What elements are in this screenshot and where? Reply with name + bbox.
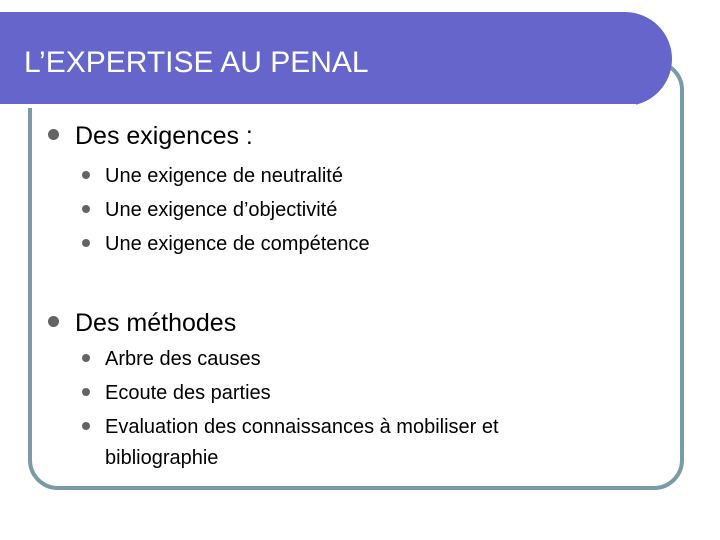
list-item-text: Ecoute des parties xyxy=(105,382,271,405)
bullet-icon xyxy=(82,388,90,396)
list-item-text: Evaluation des connaissances à mobiliser et xyxy=(105,416,499,439)
slide-title: L’EXPERTISE AU PENAL xyxy=(24,46,369,79)
bullet-icon xyxy=(82,205,90,213)
list-item xyxy=(82,165,343,188)
bullet-icon xyxy=(82,354,90,362)
bullet-icon xyxy=(82,422,90,430)
list-item xyxy=(82,416,499,439)
section-heading-exigences xyxy=(48,121,253,151)
section-heading-text: Des exigences : xyxy=(75,121,253,150)
bullet-icon xyxy=(82,171,90,179)
list-item-text: Une exigence de compétence xyxy=(105,233,370,256)
section-heading-methodes xyxy=(48,308,236,338)
list-item xyxy=(82,233,370,256)
list-item-continuation: bibliographie xyxy=(105,447,219,469)
list-item-text: Arbre des causes xyxy=(105,348,261,371)
list-item xyxy=(82,382,271,405)
bullet-icon xyxy=(48,316,59,327)
bullet-icon xyxy=(82,239,90,247)
bullet-icon xyxy=(48,129,59,140)
list-item-text: Une exigence d’objectivité xyxy=(105,199,338,222)
list-item xyxy=(82,348,261,371)
list-item xyxy=(82,199,337,222)
list-item-text: Une exigence de neutralité xyxy=(105,165,343,188)
section-heading-text: Des méthodes xyxy=(75,308,237,337)
